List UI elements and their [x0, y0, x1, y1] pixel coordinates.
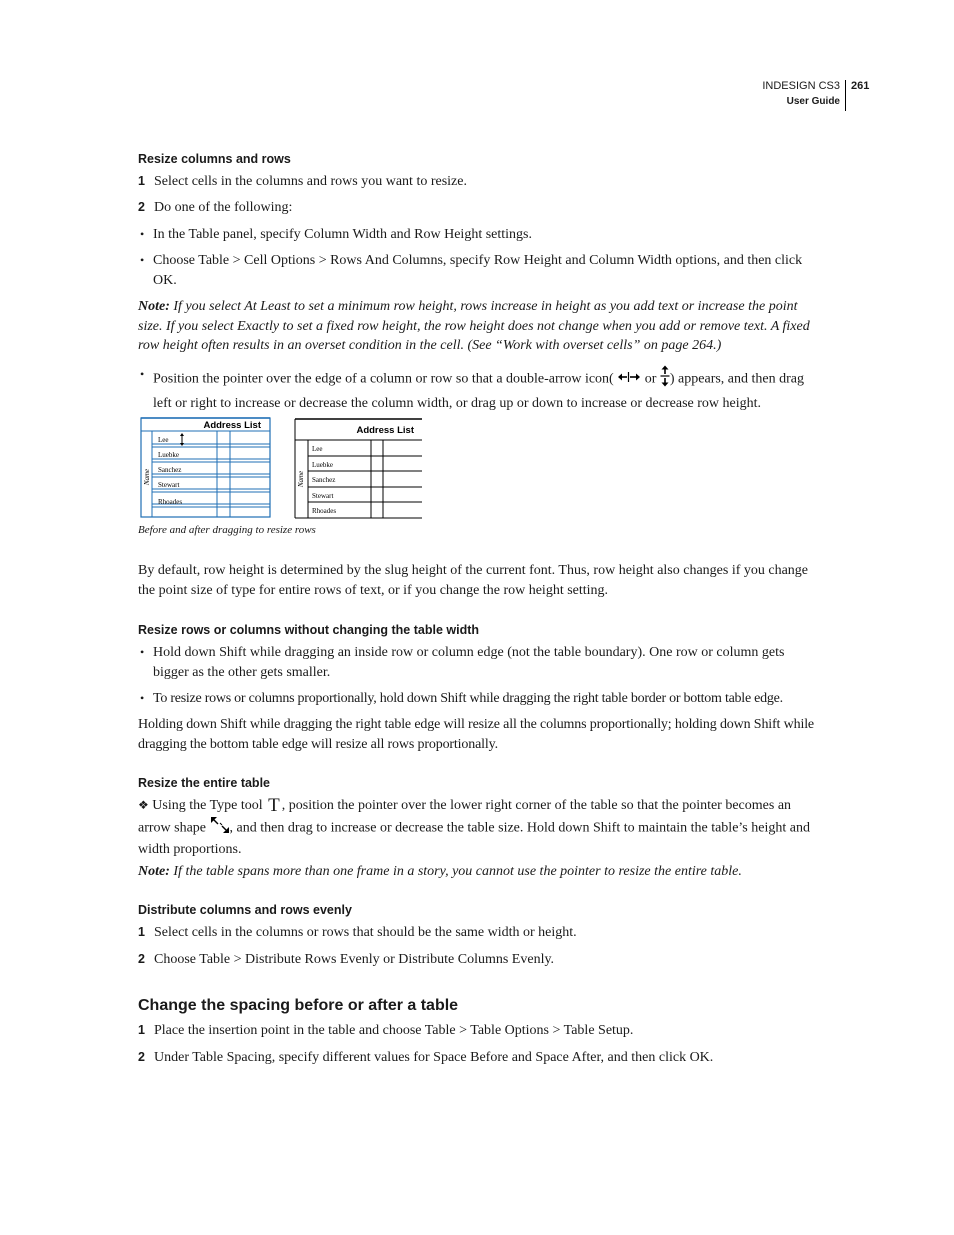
heading-change-spacing: Change the spacing before or after a table	[138, 997, 459, 1014]
bullet-text-part: ) appears, and then drag left or right to increase or decrease the column width, or drag up or down to increase or decrease row height.	[153, 371, 804, 411]
text-part: Using the Type tool	[152, 798, 263, 813]
bullet-text-or: or	[644, 371, 657, 387]
before-name-cell: Luebke	[158, 451, 179, 459]
before-name-cell: Stewart	[158, 481, 180, 489]
type-tool-icon: T	[268, 794, 280, 816]
step-text: Do one of the following:	[154, 200, 293, 215]
heading-distribute-evenly: Distribute columns and rows evenly	[138, 903, 352, 917]
step-number: 2	[138, 952, 145, 966]
step-number: 1	[138, 925, 145, 939]
step-number: 2	[138, 1050, 145, 1064]
after-name-cell: Stewart	[312, 492, 334, 500]
before-table-title: Address List	[203, 420, 261, 431]
page-number: 261	[851, 80, 870, 92]
note-text: If you select At Least to set a minimum row height, rows increase in height as you add text or increase the point size. If you select Exactly to set a fixed row height, the row height does not change when you add or remove text. A fixed row height often results in an overset condition in the cell. (See “Work with overset cells” on page 264.)	[138, 299, 810, 353]
text-part: , position the pointer over the lower right corner of the table so that the pointer becomes an arrow shape	[138, 798, 792, 835]
bullet-text: To resize rows or columns proportionally, hold down Shift while dragging the right table border or bottom table edge.	[153, 691, 783, 706]
vertical-resize-icon	[660, 365, 670, 394]
bullet-text: Hold down Shift while dragging an inside row or column edge (not the table boundary). One row or column gets bigger as the other gets smaller.	[153, 645, 785, 680]
note-label: Note:	[138, 299, 170, 314]
step-text: Place the insertion point in the table and choose Table > Table Options > Table Setup.	[154, 1023, 634, 1038]
heading-resize-columns-rows: Resize columns and rows	[138, 152, 291, 166]
running-header	[700, 80, 870, 112]
bullet-text	[153, 365, 823, 413]
step-number: 2	[138, 200, 145, 214]
before-name-cell: Lee	[158, 436, 169, 444]
step-text: Select cells in the columns or rows that should be the same width or height.	[154, 925, 577, 940]
diagonal-resize-icon	[210, 816, 230, 841]
heading-resize-without-width: Resize rows or columns without changing the table width	[138, 623, 479, 637]
bullet-dot: •	[140, 645, 145, 659]
step-number: 1	[138, 1023, 145, 1037]
heading-resize-entire-table: Resize the entire table	[138, 776, 270, 790]
text-part: , and then drag to increase or decrease the table size. Hold down Shift to maintain the table’s height and width proportions.	[138, 819, 810, 857]
step-text: Choose Table > Distribute Rows Evenly or Distribute Columns Evenly.	[154, 952, 555, 967]
after-name-cell: Rhoades	[312, 507, 337, 515]
bullet-text: In the Table panel, specify Column Width and Row Height settings.	[153, 227, 532, 242]
bullet-dot: •	[140, 367, 145, 381]
horizontal-resize-icon	[617, 370, 641, 390]
header-rule	[845, 80, 846, 111]
note-label: Note:	[138, 864, 170, 879]
after-side-label: Name	[297, 470, 305, 488]
figure-after-table	[294, 418, 424, 525]
figure-caption: Before and after dragging to resize rows	[138, 524, 316, 536]
after-name-cell: Sanchez	[312, 476, 336, 484]
guide-name: User Guide	[786, 96, 840, 107]
before-name-cell: Sanchez	[158, 466, 182, 474]
figure-before-table	[140, 417, 272, 524]
diamond-bullet: ❖	[138, 798, 149, 812]
before-name-cell: Rhoades	[158, 498, 183, 506]
paragraph-default-row-height: By default, row height is determined by the slug height of the current font. Thus, row height also changes if you change the point size of type for entire rows of text, or if you change the row height setting.	[138, 563, 809, 598]
paragraph-shift-resize: Holding down Shift while dragging the right table edge will resize all the columns proportionally; holding down Shift while dragging the bottom table edge will resize all rows proportionally.	[138, 717, 814, 752]
after-name-cell: Luebke	[312, 461, 333, 469]
product-name: INDESIGN CS3	[762, 80, 840, 92]
bullet-text-part: Position the pointer over the edge of a column or row so that a double-arrow icon(	[153, 371, 614, 387]
step-text: Select cells in the columns and rows you want to resize.	[154, 174, 467, 189]
after-table-title: Address List	[356, 425, 414, 436]
step-text: Under Table Spacing, specify different values for Space Before and Space After, and then click OK.	[154, 1050, 714, 1065]
note-text: If the table spans more than one frame in a story, you cannot use the pointer to resize the entire table.	[173, 864, 742, 879]
paragraph-resize-entire-table	[138, 796, 818, 860]
note-paragraph	[138, 297, 818, 356]
bullet-text: Choose Table > Cell Options > Rows And Columns, specify Row Height and Column Width options, and then click OK.	[153, 253, 803, 288]
step-number: 1	[138, 174, 145, 188]
bullet-dot: •	[140, 691, 145, 705]
after-name-cell: Lee	[312, 445, 323, 453]
before-side-label: Name	[143, 468, 151, 486]
note-paragraph	[138, 862, 818, 882]
bullet-dot: •	[140, 227, 145, 241]
bullet-dot: •	[140, 253, 145, 267]
